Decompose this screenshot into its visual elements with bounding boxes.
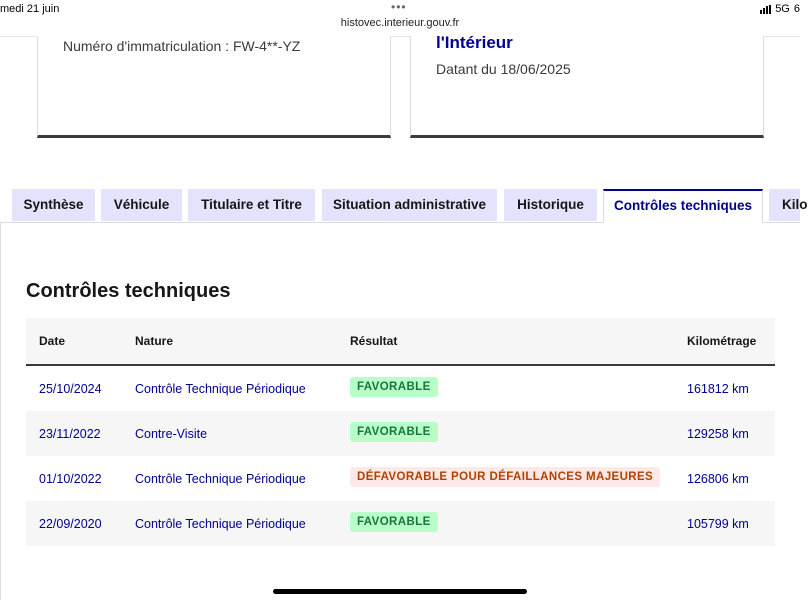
network-label: 5G	[775, 3, 790, 15]
table-row	[26, 501, 775, 546]
status-date: medi 21 juin	[0, 3, 60, 15]
tab-situation-administrative[interactable]: Situation administrative	[322, 189, 497, 221]
table-row	[26, 456, 775, 501]
source-title: l'Intérieur	[436, 33, 513, 52]
tab-vehicule[interactable]: Véhicule	[101, 189, 182, 221]
header-date: Date	[39, 334, 66, 348]
result-badge: DÉFAVORABLE POUR DÉFAILLANCES MAJEURES	[350, 467, 660, 487]
header-km: Kilométrage	[687, 334, 757, 348]
tab-titulaire[interactable]: Titulaire et Titre	[188, 189, 315, 221]
battery-label: 6	[793, 3, 800, 15]
cell-nature: Contrôle Technique Périodique	[135, 517, 306, 531]
table-row	[26, 411, 775, 456]
cell-km: 129258 km	[687, 427, 749, 441]
signal-icon	[760, 5, 771, 14]
cell-nature: Contrôle Technique Périodique	[135, 472, 306, 486]
home-indicator[interactable]	[273, 589, 527, 594]
more-dots-icon[interactable]: •••	[391, 0, 407, 14]
status-indicators	[760, 3, 800, 15]
registration-card	[37, 36, 391, 138]
cell-nature: Contrôle Technique Périodique	[135, 382, 306, 396]
result-badge: FAVORABLE	[350, 377, 438, 397]
result-badge: FAVORABLE	[350, 512, 438, 532]
tab-kilometrage[interactable]: Kilo	[769, 189, 800, 221]
controls-table	[26, 318, 775, 546]
cell-nature: Contre-Visite	[135, 427, 208, 441]
header-result: Résultat	[350, 334, 398, 348]
cell-date: 01/10/2022	[39, 472, 102, 486]
cell-km: 126806 km	[687, 472, 749, 486]
registration-number: Numéro d'immatriculation : FW-4**-YZ	[63, 38, 301, 54]
table-header	[26, 318, 775, 366]
tab-panel	[0, 222, 800, 600]
cell-km: 105799 km	[687, 517, 749, 531]
cell-date: 25/10/2024	[39, 382, 102, 396]
tab-bar	[0, 189, 808, 223]
source-card	[410, 33, 764, 138]
cell-km: 161812 km	[687, 382, 749, 396]
tab-historique[interactable]: Historique	[504, 189, 597, 221]
tab-synthese[interactable]: Synthèse	[12, 189, 95, 221]
source-date: Datant du 18/06/2025	[436, 61, 571, 77]
cell-date: 22/09/2020	[39, 517, 102, 531]
section-title: Contrôles techniques	[26, 280, 231, 302]
cell-date: 23/11/2022	[39, 427, 101, 441]
result-badge: FAVORABLE	[350, 422, 438, 442]
url-label[interactable]: histovec.interieur.gouv.fr	[340, 17, 460, 29]
table-row	[26, 366, 775, 411]
header-nature: Nature	[135, 334, 174, 348]
status-bar	[0, 0, 800, 37]
tab-controles-techniques[interactable]: Contrôles techniques	[603, 189, 763, 223]
